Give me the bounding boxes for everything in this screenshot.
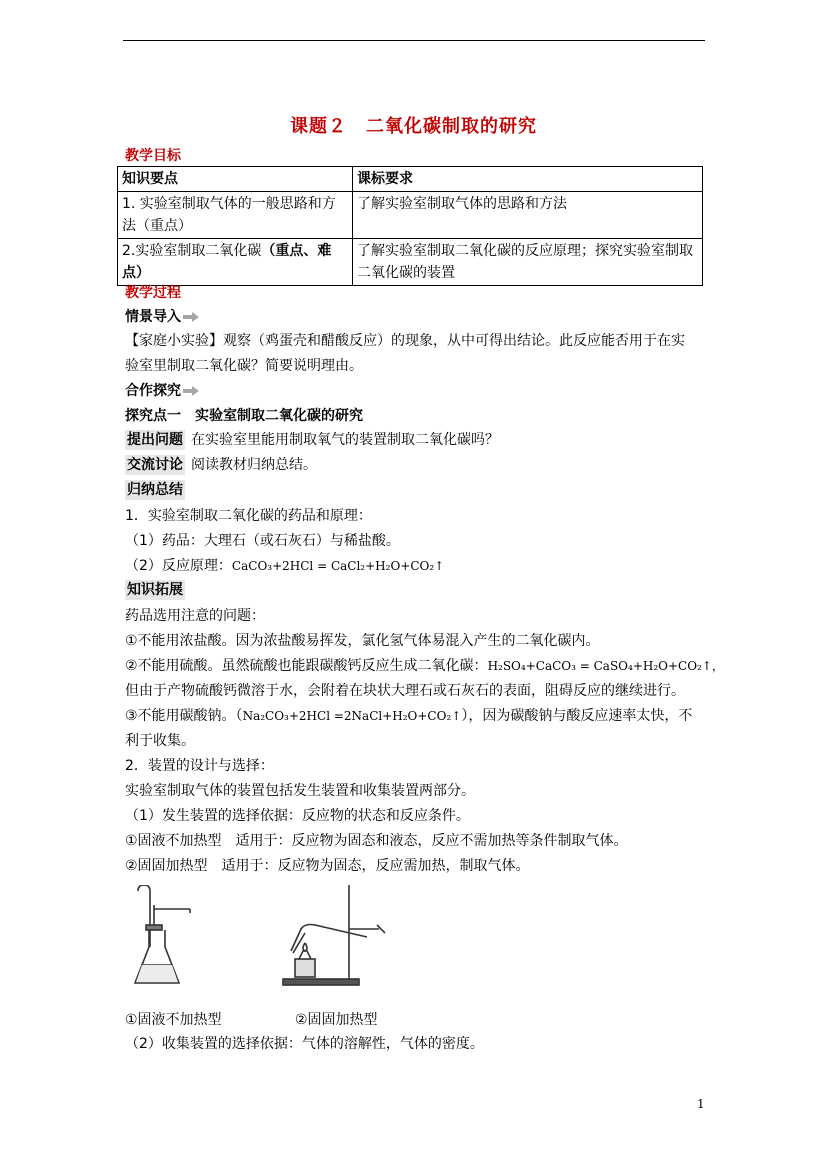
table-row <box>118 239 703 286</box>
apparatus-item: ②固固加热型 适用于：反应物为固态，反应需加热，制取气体。 <box>125 858 530 874</box>
extension-item <box>125 656 724 676</box>
coop-heading-text: 合作探究 <box>125 383 181 399</box>
page-title: 课题２ 二氧化碳制取的研究 <box>290 116 537 137</box>
extension-line <box>125 580 191 600</box>
equation: H₂SO₄+CaCO₃ = CaSO₄+H₂O+CO₂↑， <box>487 659 724 673</box>
extension-item: 利于收集。 <box>125 733 195 749</box>
explore-point-text: 实验室制取二氧化碳的研究 <box>195 408 363 424</box>
figure-caption: ①固液不加热型 <box>125 1012 222 1028</box>
apparatus-item: （1）发生装置的选择依据：反应物的状态和反应条件。 <box>125 808 470 824</box>
intro-line: 【家庭小实验】观察（鸡蛋壳和醋酸反应）的现象，从中可得出结论。此反应能否用于在实 <box>125 333 685 349</box>
goals-table <box>117 166 703 286</box>
page-number: 1 <box>697 1097 705 1111</box>
extension-text: ③不能用碳酸钠。（ <box>125 708 243 724</box>
extension-item: 药品选用注意的问题： <box>125 608 265 624</box>
flask-apparatus-image <box>132 885 194 989</box>
extension-tag: 知识拓展 <box>127 582 183 598</box>
extension-item <box>125 706 692 726</box>
extension-text: ），因为碳酸钠与酸反应速率太快，不 <box>461 708 693 724</box>
equation: CaCO₃+2HCl = CaCl₂+H₂O+CO₂↑ <box>231 559 445 573</box>
intro-line: 验室里制取二氧化碳？简要说明理由。 <box>125 358 363 374</box>
table-cell: 了解实验室制取气体的思路和方法 <box>353 192 703 239</box>
table-header-cell: 知识要点 <box>118 167 353 192</box>
table-cell: 了解实验室制取二氧化碳的反应原理；探究实验室制取二氧化碳的装置 <box>353 239 703 286</box>
table-cell <box>118 239 353 286</box>
arrow-icon <box>183 312 199 322</box>
summary-item: （1）药品：大理石（或石灰石）与稀盐酸。 <box>125 533 400 549</box>
cell-emphasis: （重点、难点） <box>122 243 332 281</box>
apparatus-item: ①固液不加热型 适用于：反应物为固态和液态，反应不需加热等条件制取气体。 <box>125 833 628 849</box>
summary-item: 1．实验室制取二氧化碳的药品和原理： <box>125 508 372 524</box>
question-text: 在实验室里能用制取氧气的装置制取二氧化碳吗？ <box>191 432 499 448</box>
discussion-tag: 交流讨论 <box>127 457 183 473</box>
extension-item: 但由于产物硫酸钙微溶于水，会附着在块状大理石或石灰石的表面，阻碍反应的继续进行。 <box>125 683 685 699</box>
apparatus-item: （2）收集装置的选择依据：气体的溶解性，气体的密度。 <box>125 1036 484 1052</box>
explore-point-tag: 探究点一 <box>125 408 181 424</box>
apparatus-item: 实验室制取气体的装置包括发生装置和收集装置两部分。 <box>125 783 475 799</box>
figure-caption: ②固固加热型 <box>295 1012 378 1028</box>
apparatus-item: 2．装置的设计与选择： <box>125 758 274 774</box>
cell-text: 2.实验室制取二氧化碳 <box>122 243 262 259</box>
arrow-icon <box>183 386 199 396</box>
question-tag: 提出问题 <box>127 432 183 448</box>
summary-item <box>125 556 444 576</box>
table-cell: 1. 实验室制取气体的一般思路和方法（重点） <box>118 192 353 239</box>
process-heading: 教学过程 <box>125 285 181 301</box>
discussion-text: 阅读教材归纳总结。 <box>191 457 317 473</box>
equation-label: （2）反应原理： <box>125 558 232 574</box>
intro-heading-text: 情景导入 <box>125 309 181 325</box>
table-header-row <box>118 167 703 192</box>
summary-line <box>125 480 191 500</box>
extension-text: ②不能用硫酸。虽然硫酸也能跟碳酸钙反应生成二氧化碳： <box>125 658 488 674</box>
coop-heading <box>125 381 199 401</box>
explore-point-line <box>125 406 363 426</box>
table-row <box>118 192 703 239</box>
discussion-line <box>125 455 317 475</box>
heating-apparatus-image <box>275 885 395 989</box>
extension-item: ①不能用浓盐酸。因为浓盐酸易挥发，氯化氢气体易混入产生的二氧化碳内。 <box>125 633 600 649</box>
intro-heading <box>125 307 199 327</box>
question-line <box>125 430 499 450</box>
equation: Na₂CO₃+2HCl =2NaCl+H₂O+CO₂↑ <box>242 709 462 723</box>
goals-heading: 教学目标 <box>125 148 181 164</box>
summary-tag: 归纳总结 <box>127 482 183 498</box>
table-header-cell: 课标要求 <box>353 167 703 192</box>
header-rule <box>123 40 705 41</box>
